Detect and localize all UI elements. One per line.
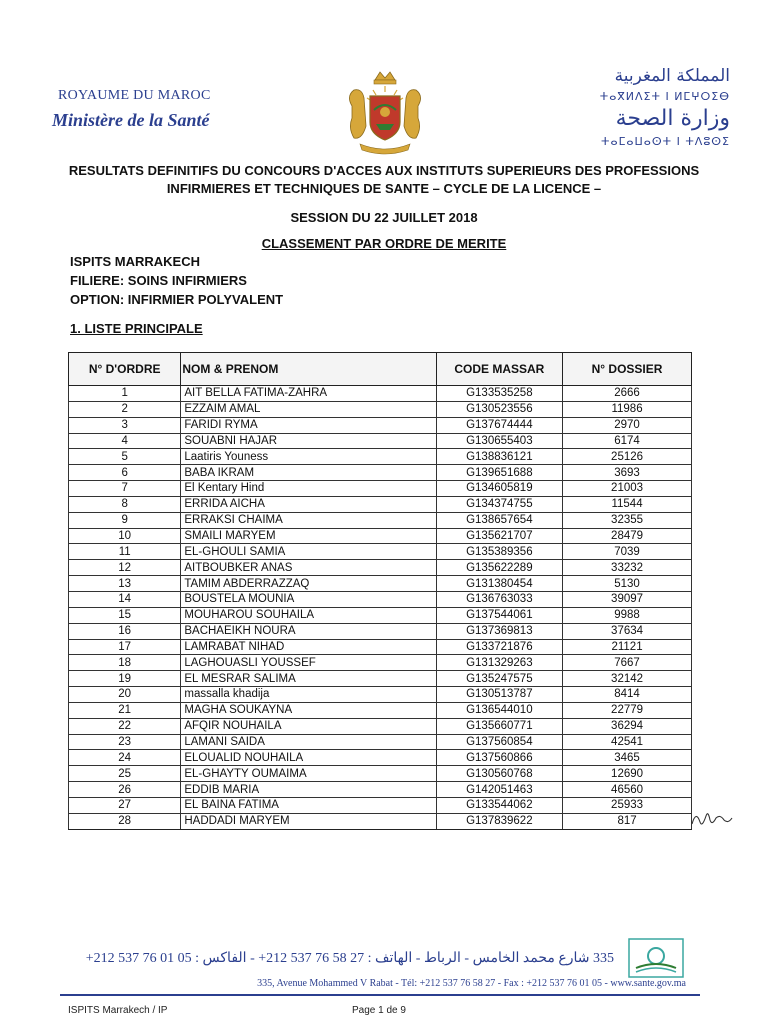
table-row <box>69 607 692 623</box>
table-body <box>69 386 692 830</box>
cell-rank: 2 <box>69 401 181 417</box>
cell-rank: 23 <box>69 734 181 750</box>
cell-dossier-number: 817 <box>563 813 692 829</box>
table-row <box>69 449 692 465</box>
country-name-ar: المملكة المغربية <box>614 66 730 86</box>
page-number: Page 1 de 9 <box>352 1005 406 1016</box>
table-row <box>69 718 692 734</box>
cell-massar-code: G137560866 <box>436 750 562 766</box>
cell-dossier-number: 32142 <box>563 671 692 687</box>
cell-name: ERRIDA AICHA <box>181 496 436 512</box>
cell-name: MOUHAROU SOUHAILA <box>181 607 436 623</box>
cell-massar-code: G137839622 <box>436 813 562 829</box>
cell-name: EL-GHAYTY OUMAIMA <box>181 766 436 782</box>
cell-name: FARIDI RYMA <box>181 417 436 433</box>
table-row <box>69 528 692 544</box>
cell-dossier-number: 42541 <box>563 734 692 750</box>
cell-name: EL BAINA FATIMA <box>181 797 436 813</box>
cell-massar-code: G130523556 <box>436 401 562 417</box>
cell-name: LAGHOUASLI YOUSSEF <box>181 655 436 671</box>
cell-name: Laatiris Youness <box>181 449 436 465</box>
footer-divider <box>60 994 700 996</box>
document-reference: ISPITS Marrakech / IP <box>68 1005 168 1016</box>
header-arabic-block <box>600 68 730 147</box>
cell-dossier-number: 36294 <box>563 718 692 734</box>
cell-dossier-number: 2970 <box>563 417 692 433</box>
cell-name: EL MESRAR SALIMA <box>181 671 436 687</box>
cell-massar-code: G137369813 <box>436 623 562 639</box>
cell-dossier-number: 33232 <box>563 560 692 576</box>
session-date: SESSION DU 22 JUILLET 2018 <box>290 210 478 225</box>
table-row <box>69 734 692 750</box>
classement-title: CLASSEMENT PAR ORDRE DE MERITE <box>261 236 507 251</box>
cell-massar-code: G130560768 <box>436 766 562 782</box>
table-row <box>69 639 692 655</box>
cell-rank: 20 <box>69 687 181 703</box>
cell-massar-code: G137674444 <box>436 417 562 433</box>
cell-dossier-number: 32355 <box>563 512 692 528</box>
header-rank: N° D'ORDRE <box>69 353 181 386</box>
cell-dossier-number: 9988 <box>563 607 692 623</box>
cell-dossier-number: 8414 <box>563 687 692 703</box>
cell-rank: 19 <box>69 671 181 687</box>
cell-name: ELOUALID NOUHAILA <box>181 750 436 766</box>
cell-massar-code: G133544062 <box>436 797 562 813</box>
cell-rank: 27 <box>69 797 181 813</box>
cell-name: massalla khadija <box>181 687 436 703</box>
cell-rank: 12 <box>69 560 181 576</box>
cell-rank: 1 <box>69 386 181 402</box>
cell-dossier-number: 11986 <box>563 401 692 417</box>
table-row <box>69 481 692 497</box>
cell-name: TAMIM ABDERRAZZAQ <box>181 576 436 592</box>
cell-massar-code: G137560854 <box>436 734 562 750</box>
cell-name: ERRAKSI CHAIMA <box>181 512 436 528</box>
cell-name: SOUABNI HAJAR <box>181 433 436 449</box>
header-name: NOM & PRENOM <box>181 353 436 386</box>
cell-massar-code: G130513787 <box>436 687 562 703</box>
cell-massar-code: G135247575 <box>436 671 562 687</box>
cell-name: SMAILI MARYEM <box>181 528 436 544</box>
cell-rank: 6 <box>69 465 181 481</box>
title-line-1: RESULTATS DEFINITIFS DU CONCOURS D'ACCES AUX INSTITUTS SUPERIEURS DES PROFESSIONS <box>68 163 700 178</box>
cell-dossier-number: 21003 <box>563 481 692 497</box>
table-row <box>69 766 692 782</box>
cell-massar-code: G134605819 <box>436 481 562 497</box>
filiere-label: FILIERE: SOINS INFIRMIERS <box>70 273 247 288</box>
cell-dossier-number: 7667 <box>563 655 692 671</box>
cell-massar-code: G137544061 <box>436 607 562 623</box>
cell-name: AIT BELLA FATIMA-ZAHRA <box>181 386 436 402</box>
ministry-name-tifinagh: ⵜⴰⵎⴰⵡⴰⵙⵜ ⵏ ⵜⴷⵓⵙⵉ <box>601 135 730 148</box>
cell-massar-code: G134374755 <box>436 496 562 512</box>
cell-massar-code: G139651688 <box>436 465 562 481</box>
royal-coat-of-arms-icon <box>340 66 430 156</box>
table-row <box>69 782 692 798</box>
list-title: 1. LISTE PRINCIPALE <box>70 321 203 336</box>
cell-rank: 13 <box>69 576 181 592</box>
cell-massar-code: G136544010 <box>436 702 562 718</box>
cell-rank: 10 <box>69 528 181 544</box>
cell-rank: 14 <box>69 591 181 607</box>
document-title <box>60 162 708 198</box>
table-row <box>69 671 692 687</box>
cell-rank: 11 <box>69 544 181 560</box>
cell-massar-code: G133535258 <box>436 386 562 402</box>
table-row <box>69 655 692 671</box>
cell-dossier-number: 37634 <box>563 623 692 639</box>
table-row <box>69 813 692 829</box>
cell-name: El Kentary Hind <box>181 481 436 497</box>
ministry-logo-icon <box>628 938 684 978</box>
table-row <box>69 544 692 560</box>
cell-massar-code: G135621707 <box>436 528 562 544</box>
cell-massar-code: G138836121 <box>436 449 562 465</box>
cell-massar-code: G138657654 <box>436 512 562 528</box>
header-massar-code: CODE MASSAR <box>436 353 562 386</box>
signature-icon <box>690 806 734 830</box>
cell-name: LAMRABAT NIHAD <box>181 639 436 655</box>
table-row <box>69 591 692 607</box>
cell-rank: 22 <box>69 718 181 734</box>
cell-name: LAMANI SAIDA <box>181 734 436 750</box>
table-header-row <box>69 353 692 386</box>
cell-dossier-number: 25933 <box>563 797 692 813</box>
cell-rank: 17 <box>69 639 181 655</box>
cell-rank: 26 <box>69 782 181 798</box>
results-table <box>68 352 692 830</box>
title-line-2: INFIRMIERES ET TECHNIQUES DE SANTE – CYCLE DE LA LICENCE – <box>166 181 602 196</box>
country-name-fr: ROYAUME DU MAROC <box>58 88 211 103</box>
cell-rank: 24 <box>69 750 181 766</box>
cell-massar-code: G131380454 <box>436 576 562 592</box>
option-label: OPTION: INFIRMIER POLYVALENT <box>70 292 284 307</box>
table-row <box>69 623 692 639</box>
cell-dossier-number: 11544 <box>563 496 692 512</box>
cell-dossier-number: 2666 <box>563 386 692 402</box>
cell-name: EZZAIM AMAL <box>181 401 436 417</box>
cell-name: BABA IKRAM <box>181 465 436 481</box>
table-row <box>69 560 692 576</box>
cell-rank: 18 <box>69 655 181 671</box>
cell-dossier-number: 7039 <box>563 544 692 560</box>
table-row <box>69 386 692 402</box>
cell-rank: 25 <box>69 766 181 782</box>
cell-dossier-number: 5130 <box>563 576 692 592</box>
cell-name: AITBOUBKER ANAS <box>181 560 436 576</box>
cell-rank: 5 <box>69 449 181 465</box>
cell-rank: 15 <box>69 607 181 623</box>
cell-rank: 8 <box>69 496 181 512</box>
cell-dossier-number: 6174 <box>563 433 692 449</box>
cell-dossier-number: 28479 <box>563 528 692 544</box>
cell-rank: 9 <box>69 512 181 528</box>
cell-massar-code: G130655403 <box>436 433 562 449</box>
cell-dossier-number: 39097 <box>563 591 692 607</box>
cell-massar-code: G135622289 <box>436 560 562 576</box>
cell-massar-code: G135660771 <box>436 718 562 734</box>
institute-name: ISPITS MARRAKECH <box>70 254 201 269</box>
cell-rank: 21 <box>69 702 181 718</box>
cell-dossier-number: 46560 <box>563 782 692 798</box>
cell-name: BACHAEIKH NOURA <box>181 623 436 639</box>
table-row <box>69 417 692 433</box>
table-row <box>69 750 692 766</box>
table-row <box>69 797 692 813</box>
cell-rank: 28 <box>69 813 181 829</box>
table-row <box>69 576 692 592</box>
cell-dossier-number: 3465 <box>563 750 692 766</box>
footer-address-fr: 335, Avenue Mohammed V Rabat - Tél: +212 537 76 58 27 - Fax : +212 537 76 01 05 - www.sante.gov.ma <box>257 978 686 989</box>
table-row <box>69 401 692 417</box>
cell-rank: 7 <box>69 481 181 497</box>
cell-massar-code: G133721876 <box>436 639 562 655</box>
ministry-name-fr: Ministère de la Santé <box>52 110 210 130</box>
table-row <box>69 512 692 528</box>
table-row <box>69 433 692 449</box>
cell-massar-code: G135389356 <box>436 544 562 560</box>
cell-name: EDDIB MARIA <box>181 782 436 798</box>
cell-name: EL-GHOULI SAMIA <box>181 544 436 560</box>
cell-rank: 4 <box>69 433 181 449</box>
cell-name: HADDADI MARYEM <box>181 813 436 829</box>
cell-name: BOUSTELA MOUNIA <box>181 591 436 607</box>
ministry-name-ar: وزارة الصحة <box>615 106 730 131</box>
cell-massar-code: G136763033 <box>436 591 562 607</box>
header-dossier-number: N° DOSSIER <box>563 353 692 386</box>
cell-rank: 16 <box>69 623 181 639</box>
table-row <box>69 687 692 703</box>
cell-dossier-number: 3693 <box>563 465 692 481</box>
footer-address-ar: 335 شارع محمد الخامس - الرباط - الهاتف : 27 58 76 537 212+ - الفاكس : 05 01 76 537 212+ <box>85 951 614 966</box>
table-row <box>69 702 692 718</box>
cell-dossier-number: 22779 <box>563 702 692 718</box>
cell-dossier-number: 12690 <box>563 766 692 782</box>
country-name-tifinagh: ⵜⴰⴳⵍⴷⵉⵜ ⵏ ⵍⵎⵖⵔⵉⴱ <box>599 90 730 103</box>
cell-name: MAGHA SOUKAYNA <box>181 702 436 718</box>
cell-massar-code: G131329263 <box>436 655 562 671</box>
table-row <box>69 465 692 481</box>
cell-name: AFQIR NOUHAILA <box>181 718 436 734</box>
cell-massar-code: G142051463 <box>436 782 562 798</box>
cell-dossier-number: 21121 <box>563 639 692 655</box>
table-row <box>69 496 692 512</box>
cell-dossier-number: 25126 <box>563 449 692 465</box>
cell-rank: 3 <box>69 417 181 433</box>
